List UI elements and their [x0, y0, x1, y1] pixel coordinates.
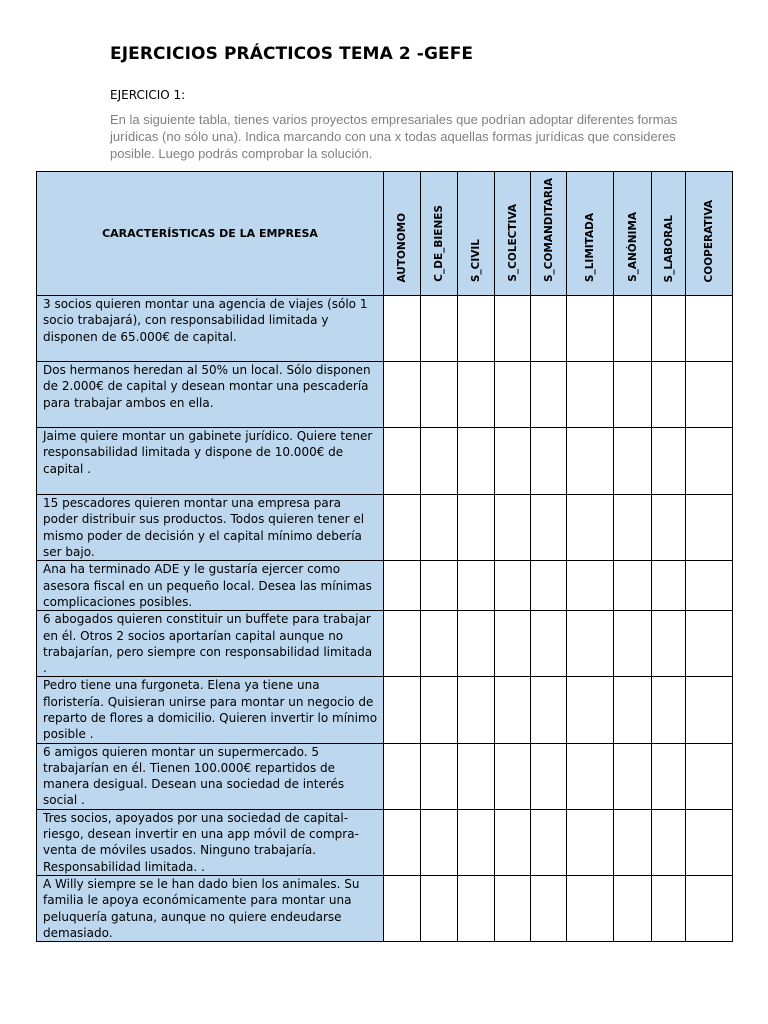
column-header-s-laboral	[652, 172, 686, 296]
answer-cell[interactable]	[458, 677, 495, 743]
answer-cell[interactable]	[421, 611, 458, 677]
answer-cell[interactable]	[652, 296, 686, 362]
column-label: S_LABORAL	[662, 214, 675, 283]
table-row	[37, 743, 733, 809]
company-description: 6 abogados quieren constituir un buffete para trabajar en él. Otros 2 socios aportarían capital aunque no trabajarían, pero siempre con responsabilidad limitada .	[37, 611, 384, 677]
answer-cell[interactable]	[384, 809, 421, 875]
answer-cell[interactable]	[531, 362, 567, 428]
answer-cell[interactable]	[384, 677, 421, 743]
answer-cell[interactable]	[495, 428, 531, 495]
answer-cell[interactable]	[531, 428, 567, 495]
answer-cell[interactable]	[458, 495, 495, 561]
answer-cell[interactable]	[614, 809, 652, 875]
company-description: Dos hermanos heredan al 50% un local. Sólo disponen de 2.000€ de capital y desean montar una pescadería para trabajar ambos en ella.	[37, 362, 384, 428]
answer-cell[interactable]	[614, 428, 652, 495]
answer-cell[interactable]	[421, 428, 458, 495]
company-description: Jaime quiere montar un gabinete jurídico. Quiere tener responsabilidad limitada y dispone de 10.000€ de capital .	[37, 428, 384, 495]
answer-cell[interactable]	[421, 362, 458, 428]
answer-cell[interactable]	[384, 428, 421, 495]
answer-cell[interactable]	[567, 428, 614, 495]
column-header-autonomo	[384, 172, 421, 296]
answer-cell[interactable]	[421, 561, 458, 611]
company-description: Tres socios, apoyados por una sociedad de capital-riesgo, desean invertir en una app móvil de compra-venta de móviles usados. Ninguno trabajaría. Responsabilidad limitada. .	[37, 809, 384, 875]
table-row	[37, 296, 733, 362]
column-label: S_LIMITADA	[584, 212, 596, 283]
answer-cell[interactable]	[652, 875, 686, 941]
answer-cell[interactable]	[495, 611, 531, 677]
answer-cell[interactable]	[421, 495, 458, 561]
answer-cell[interactable]	[495, 677, 531, 743]
legal-forms-table	[36, 171, 733, 942]
answer-cell[interactable]	[567, 611, 614, 677]
answer-cell[interactable]	[458, 428, 495, 495]
answer-cell[interactable]	[495, 743, 531, 809]
column-label: S_COLECTIVA	[506, 204, 519, 283]
column-header-s-anonima	[614, 172, 652, 296]
answer-cell[interactable]	[384, 611, 421, 677]
table-body	[37, 296, 733, 942]
answer-cell[interactable]	[384, 875, 421, 941]
answer-cell[interactable]	[686, 296, 733, 362]
table-row	[37, 809, 733, 875]
answer-cell[interactable]	[652, 809, 686, 875]
description-header: CARACTERÍSTICAS DE LA EMPRESA	[37, 172, 384, 296]
column-label: C_DE_BIENES	[433, 205, 445, 283]
answer-cell[interactable]	[686, 362, 733, 428]
answer-cell[interactable]	[384, 743, 421, 809]
answer-cell[interactable]	[531, 561, 567, 611]
answer-cell[interactable]	[686, 561, 733, 611]
answer-cell[interactable]	[421, 809, 458, 875]
answer-cell[interactable]	[495, 495, 531, 561]
answer-cell[interactable]	[614, 495, 652, 561]
table-row	[37, 875, 733, 941]
answer-cell[interactable]	[652, 677, 686, 743]
answer-cell[interactable]	[614, 296, 652, 362]
answer-cell[interactable]	[458, 743, 495, 809]
answer-cell[interactable]	[614, 743, 652, 809]
answer-cell[interactable]	[614, 362, 652, 428]
answer-cell[interactable]	[495, 296, 531, 362]
answer-cell[interactable]	[567, 495, 614, 561]
answer-cell[interactable]	[531, 875, 567, 941]
answer-cell[interactable]	[614, 677, 652, 743]
answer-cell[interactable]	[458, 875, 495, 941]
answer-cell[interactable]	[458, 296, 495, 362]
answer-cell[interactable]	[567, 362, 614, 428]
column-label: S_CIVIL	[470, 238, 482, 283]
answer-cell[interactable]	[686, 875, 733, 941]
answer-cell[interactable]	[421, 875, 458, 941]
table-row	[37, 677, 733, 743]
answer-cell[interactable]	[652, 495, 686, 561]
answer-cell[interactable]	[614, 875, 652, 941]
table-row	[37, 362, 733, 428]
answer-cell[interactable]	[686, 809, 733, 875]
answer-cell[interactable]	[567, 875, 614, 941]
table-row	[37, 495, 733, 561]
answer-cell[interactable]	[614, 561, 652, 611]
table-header-row	[37, 172, 733, 296]
answer-cell[interactable]	[567, 809, 614, 875]
exercise-label: EJERCICIO 1:	[110, 88, 186, 102]
column-header-cooperativa	[686, 172, 733, 296]
answer-cell[interactable]	[421, 677, 458, 743]
answer-cell[interactable]	[458, 809, 495, 875]
answer-cell[interactable]	[531, 677, 567, 743]
column-header-s-civil	[458, 172, 495, 296]
answer-cell[interactable]	[686, 611, 733, 677]
column-label: S_COMANDITARIA	[542, 178, 555, 283]
company-description: 3 socios quieren montar una agencia de viajes (sólo 1 socio trabajará), con responsabilidad limitada y disponen de 65.000€ de capital.	[37, 296, 384, 362]
column-label: AUTONOMO	[396, 212, 408, 283]
company-description: 15 pescadores quieren montar una empresa para poder distribuir sus productos. Todos quieren tener el mismo poder de decisión y el capital mínimo debería ser bajo.	[37, 495, 384, 561]
document-title: EJERCICIOS PRÁCTICOS TEMA 2 -GEFE	[110, 44, 474, 64]
answer-cell[interactable]	[458, 561, 495, 611]
answer-cell[interactable]	[421, 296, 458, 362]
answer-cell[interactable]	[567, 296, 614, 362]
answer-cell[interactable]	[384, 296, 421, 362]
answer-cell[interactable]	[384, 362, 421, 428]
table-row	[37, 561, 733, 611]
company-description: A Willy siempre se le han dado bien los animales. Su familia le apoya económicamente para montar una peluquería gatuna, aunque no quiere endeudarse demasiado.	[37, 875, 384, 941]
answer-cell[interactable]	[495, 875, 531, 941]
answer-cell[interactable]	[531, 296, 567, 362]
table-row	[37, 611, 733, 677]
answer-cell[interactable]	[686, 428, 733, 495]
column-label: S_ANÓNIMA	[626, 212, 639, 283]
answer-cell[interactable]	[495, 561, 531, 611]
column-header-s-colectiva	[495, 172, 531, 296]
answer-cell[interactable]	[686, 495, 733, 561]
answer-cell[interactable]	[567, 743, 614, 809]
column-label: COOPERATIVA	[703, 199, 715, 283]
company-description: 6 amigos quieren montar un supermercado. 5 trabajarían en él. Tienen 100.000€ repartidos de manera desigual. Desean una sociedad de interés social .	[37, 743, 384, 809]
answer-cell[interactable]	[384, 561, 421, 611]
answer-cell[interactable]	[531, 743, 567, 809]
answer-cell[interactable]	[458, 611, 495, 677]
answer-cell[interactable]	[652, 743, 686, 809]
answer-cell[interactable]	[567, 561, 614, 611]
answer-cell[interactable]	[686, 677, 733, 743]
answer-cell[interactable]	[531, 495, 567, 561]
answer-cell[interactable]	[686, 743, 733, 809]
answer-cell[interactable]	[652, 561, 686, 611]
answer-cell[interactable]	[495, 809, 531, 875]
column-header-c-de-bienes	[421, 172, 458, 296]
answer-cell[interactable]	[458, 362, 495, 428]
answer-cell[interactable]	[421, 743, 458, 809]
table-row	[37, 428, 733, 495]
answer-cell[interactable]	[531, 809, 567, 875]
intro-paragraph: En la siguiente tabla, tienes varios proyectos empresariales que podrían adoptar diferentes formas jurídicas (no sólo una). Indica marcando con una x todas aquellas formas jurídicas que consideres posible. Luego podrás comprobar la solución.	[110, 112, 678, 161]
column-header-s-limitada	[567, 172, 614, 296]
answer-cell[interactable]	[652, 428, 686, 495]
answer-cell[interactable]	[614, 611, 652, 677]
answer-cell[interactable]	[567, 677, 614, 743]
answer-cell[interactable]	[652, 362, 686, 428]
column-header-s-comanditaria	[531, 172, 567, 296]
answer-cell[interactable]	[652, 611, 686, 677]
answer-cell[interactable]	[495, 362, 531, 428]
answer-cell[interactable]	[531, 611, 567, 677]
company-description: Ana ha terminado ADE y le gustaría ejercer como asesora fiscal en un pequeño local. Desea las mínimas complicaciones posibles.	[37, 561, 384, 611]
answer-cell[interactable]	[384, 495, 421, 561]
company-description: Pedro tiene una furgoneta. Elena ya tiene una floristería. Quisieran unirse para montar un negocio de reparto de flores a domicilio. Quieren invertir lo mínimo posible .	[37, 677, 384, 743]
